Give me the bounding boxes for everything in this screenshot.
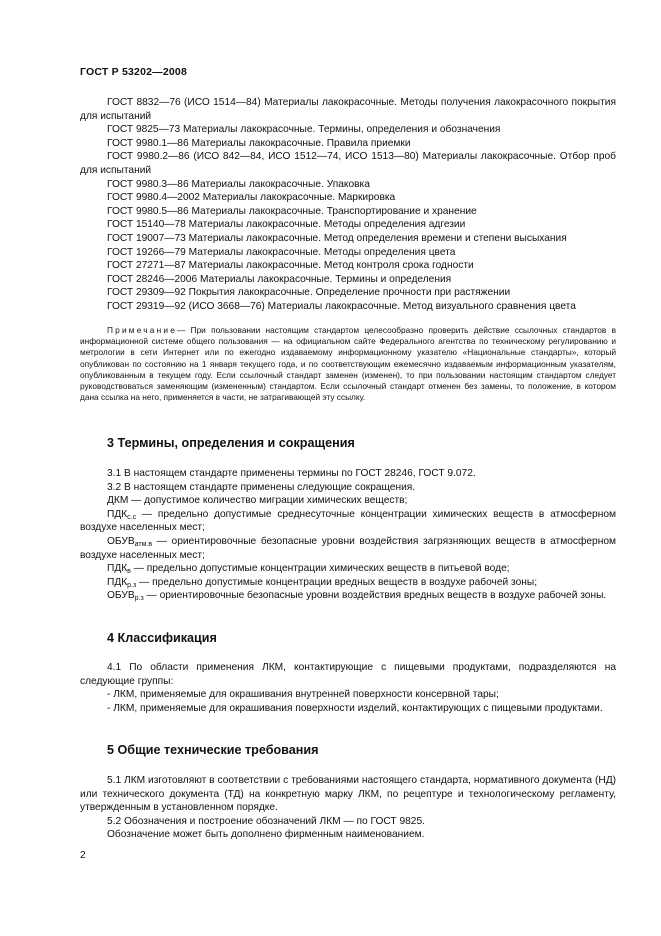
note-paragraph (80, 325, 616, 403)
paragraph-5-1: 5.1 ЛКМ изготовляют в соответствии с требованиями настоящего стандарта, нормативного документа (НД) или технического документа (ТД) на конкретную марку ЛКМ, по рецептуре и технологическому регламенту, утвержденным в установленном порядке. (80, 775, 616, 814)
abbr-subscript: р.з (134, 595, 144, 603)
section-5-body (80, 774, 616, 842)
reference-item: ГОСТ 27271—87 Материалы лакокрасочные. Метод контроля срока годности (107, 260, 474, 272)
reference-item: ГОСТ 9980.2—86 (ИСО 842—84, ИСО 1512—74, ИСО 1513—80) Материалы лакокрасочные. Отбор проб для испытаний (80, 151, 616, 176)
abbr-subscript: атм.в (134, 540, 153, 548)
abbr-pdk-ss (80, 508, 616, 535)
abbr-definition: — предельно допустимые среднесуточные концентрации химических веществ в атмосферном воздухе населенных мест; (80, 508, 616, 534)
abbr-pdk-v (80, 562, 616, 576)
abbr-definition: — предельно допустимые концентрации вредных веществ в воздухе рабочей зоны; (136, 576, 538, 588)
section-5-title: 5 Общие технические требования (107, 743, 319, 757)
abbr-definition: — ориентировочные безопасные уровни воздействия загрязняющих веществ в атмосферном воздухе населенных мест; (80, 535, 616, 561)
section-4-body (80, 661, 616, 715)
page-number: 2 (80, 850, 86, 861)
section-3-body (80, 467, 616, 603)
section-3-title: 3 Термины, определения и сокращения (107, 436, 355, 450)
abbr-definition: — ориентировочные безопасные уровни воздействия вредных веществ в воздухе рабочей зоны. (143, 590, 607, 602)
abbr-term: ОБУВ (107, 535, 135, 547)
reference-item: ГОСТ 29319—92 (ИСО 3668—76) Материалы лакокрасочные. Метод визуального сравнения цвета (107, 300, 576, 312)
abbr-pdk-rz (80, 576, 616, 590)
abbr-obuv-rz (80, 589, 616, 603)
references-list (80, 96, 616, 314)
reference-item: ГОСТ 8832—76 (ИСО 1514—84) Материалы лакокрасочные. Методы получения лакокрасочного покрытия для испытаний (80, 97, 616, 122)
abbr-dkm: ДКМ — допустимое количество миграции химических веществ; (107, 495, 408, 507)
abbr-term: ОБУВ (107, 590, 135, 602)
reference-item: ГОСТ 29309—92 Покрытия лакокрасочные. Определение прочности при растяжении (107, 287, 511, 299)
reference-item: ГОСТ 9980.3—86 Материалы лакокрасочные. Упаковка (107, 178, 370, 190)
abbr-term: ПДК (107, 576, 128, 588)
reference-item: ГОСТ 28246—2006 Материалы лакокрасочные. Термины и определения (107, 273, 452, 285)
reference-item: ГОСТ 9825—73 Материалы лакокрасочные. Термины, определения и обозначения (107, 124, 501, 136)
note-label: Примечание (107, 325, 178, 335)
abbr-subscript: в (127, 568, 131, 576)
abbr-subscript: с.с (127, 513, 137, 521)
note-text: — При пользовании настоящим стандартом целесообразно проверить действие ссылочных стандартов в информационной системе общего пользования — на официальном сайте Федерального агентства по техническому регулированию и метрологии в сети Интернет или по ежегодно издаваемому информационному указателю «Национальные стандарты», который опубликован по состоянию на 1 января текущего года, и по соответствующим ежемесячно издаваемым информационным указателям, опубликованным в текущем году. Если ссылочный стандарт заменен (изменен), то при пользовании настоящим стандартом следует руководствоваться заменяющим (измененным) стандартом. Если ссылочный стандарт отменен без замены, то положение, в котором дана ссылка на него, применяется в части, не затрагивающей эту ссылку. (80, 325, 616, 403)
abbr-obuv-atm (80, 535, 616, 562)
reference-item: ГОСТ 19007—73 Материалы лакокрасочные. Метод определения времени и степени высыхания (107, 232, 567, 244)
abbr-subscript: р.з (127, 581, 137, 589)
paragraph-4-1: 4.1 По области применения ЛКМ, контактирующие с пищевыми продуктами, подразделяются на следующие группы: (80, 662, 616, 687)
reference-item: ГОСТ 15140—78 Материалы лакокрасочные. Методы определения адгезии (107, 219, 466, 231)
paragraph-3-1: 3.1 В настоящем стандарте применены термины по ГОСТ 28246, ГОСТ 9.072. (107, 468, 476, 479)
paragraph-5-2: 5.2 Обозначения и построение обозначений ЛКМ — по ГОСТ 9825. (107, 815, 425, 827)
reference-item: ГОСТ 9980.5—86 Материалы лакокрасочные. Транспортирование и хранение (107, 205, 477, 217)
paragraph-5-3: Обозначение может быть дополнено фирменным наименованием. (107, 829, 425, 841)
abbr-definition: — предельно допустимые концентрации химических веществ в питьевой воде; (130, 563, 510, 575)
reference-item: ГОСТ 9980.1—86 Материалы лакокрасочные. Правила приемки (107, 137, 411, 149)
list-item: - ЛКМ, применяемые для окрашивания внутренней поверхности консервной тары; (107, 689, 499, 701)
reference-item: ГОСТ 9980.4—2002 Материалы лакокрасочные. Маркировка (107, 192, 396, 204)
abbr-term: ПДК (107, 508, 128, 520)
standard-header: ГОСТ Р 53202—2008 (80, 66, 188, 78)
reference-item: ГОСТ 19266—79 Материалы лакокрасочные. Методы определения цвета (107, 246, 456, 258)
section-4-title: 4 Классификация (107, 631, 217, 645)
paragraph-3-2: 3.2 В настоящем стандарте применены следующие сокращения. (107, 481, 416, 493)
abbr-term: ПДК (107, 563, 128, 575)
list-item: - ЛКМ, применяемые для окрашивания поверхности изделий, контактирующих с пищевыми продуктами. (107, 702, 603, 714)
